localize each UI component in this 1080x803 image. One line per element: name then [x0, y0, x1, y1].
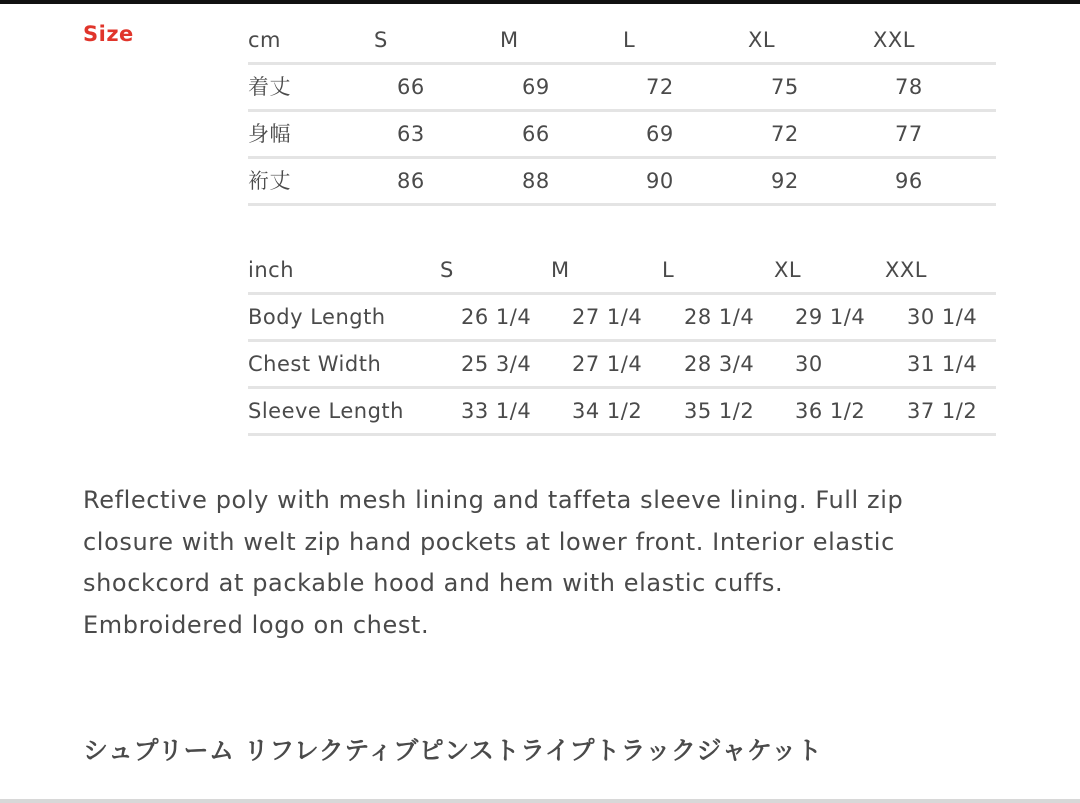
table-cell: 72: [646, 75, 674, 99]
product-description: Reflective poly with mesh lining and taffeta sleeve lining. Full zip closure with welt zip hand pockets at lower front. Interior elastic shockcord at packable hood and hem with elastic cuffs. Embroidered logo on chest.: [83, 486, 904, 639]
row-label: Sleeve Length: [248, 399, 404, 423]
product-title: シュプリーム リフレクティブピンストライプトラックジャケット: [83, 736, 823, 765]
table-cell: 66: [522, 122, 550, 146]
table-cell: 30: [795, 352, 823, 376]
table-row: [248, 65, 996, 112]
table-cell: 63: [397, 122, 425, 146]
table-cell: 28 1/4: [684, 305, 755, 329]
column-header: XXL: [873, 28, 915, 52]
column-header: L: [623, 28, 636, 52]
table-cell: 34 1/2: [572, 399, 643, 423]
table-header-row: [248, 248, 996, 295]
table-cell: 77: [895, 122, 923, 146]
row-label: Body Length: [248, 305, 386, 329]
table-cell: 26 1/4: [461, 305, 532, 329]
table-cell: 96: [895, 169, 923, 193]
column-header: XXL: [885, 258, 927, 282]
bottom-border: [0, 799, 1080, 803]
column-header: S: [440, 258, 454, 282]
table-cell: 69: [522, 75, 550, 99]
table-row: [248, 342, 996, 389]
column-header: M: [551, 258, 570, 282]
table-cell: 29 1/4: [795, 305, 866, 329]
table-cell: 36 1/2: [795, 399, 866, 423]
inch-size-table: [248, 248, 996, 436]
table-row: [248, 295, 996, 342]
row-label: 身幅: [248, 122, 291, 146]
row-label: 裄丈: [248, 169, 291, 193]
table-cell: 27 1/4: [572, 352, 643, 376]
table-cell: 37 1/2: [907, 399, 978, 423]
table-header-row: [248, 18, 996, 65]
table-cell: 25 3/4: [461, 352, 532, 376]
table-cell: 92: [771, 169, 799, 193]
table-cell: 33 1/4: [461, 399, 532, 423]
table-cell: 35 1/2: [684, 399, 755, 423]
table-row: [248, 389, 996, 436]
top-border: [0, 0, 1080, 4]
table-row: [248, 159, 996, 206]
unit-header: cm: [248, 28, 282, 52]
size-section-label: Size: [83, 22, 134, 46]
table-cell: 27 1/4: [572, 305, 643, 329]
column-header: XL: [774, 258, 802, 282]
row-label: Chest Width: [248, 352, 382, 376]
table-cell: 66: [397, 75, 425, 99]
table-cell: 31 1/4: [907, 352, 978, 376]
table-cell: 90: [646, 169, 674, 193]
column-header: S: [374, 28, 388, 52]
table-cell: 88: [522, 169, 550, 193]
table-row: [248, 112, 996, 159]
column-header: L: [662, 258, 675, 282]
table-cell: 28 3/4: [684, 352, 755, 376]
column-header: M: [500, 28, 519, 52]
column-header: XL: [748, 28, 776, 52]
table-cell: 75: [771, 75, 799, 99]
row-label: 着丈: [248, 75, 291, 99]
cm-size-table: [248, 18, 996, 206]
table-cell: 78: [895, 75, 923, 99]
table-cell: 30 1/4: [907, 305, 978, 329]
table-cell: 86: [397, 169, 425, 193]
table-cell: 69: [646, 122, 674, 146]
table-cell: 72: [771, 122, 799, 146]
unit-header: inch: [248, 258, 294, 282]
